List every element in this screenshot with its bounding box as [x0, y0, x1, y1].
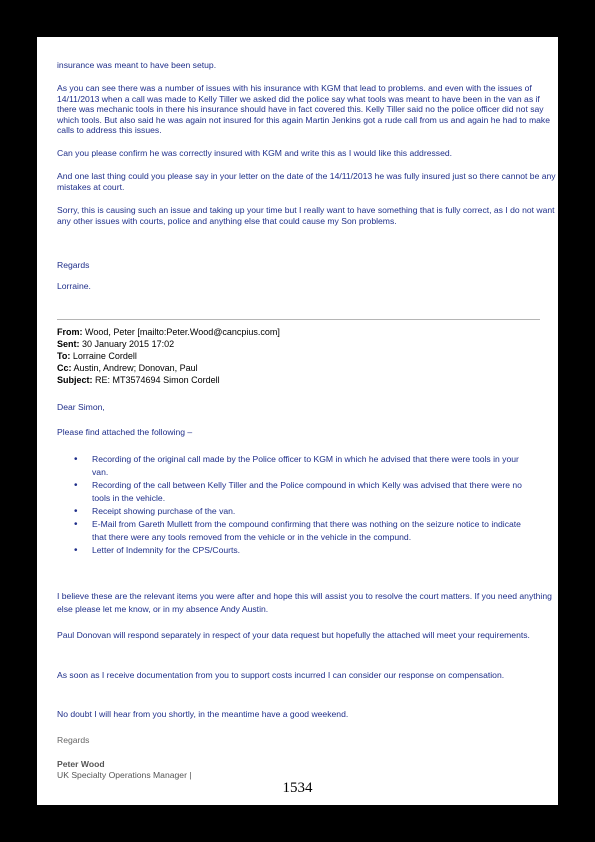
- sent-value: 30 January 2015 17:02: [82, 339, 175, 349]
- signature-title: UK Specialty Operations Manager |: [57, 770, 192, 780]
- upper-paragraph-2: Can you please confirm he was correctly insured with KGM and write this as I would like this addressed.: [57, 148, 453, 158]
- attachment-list: [57, 453, 557, 557]
- to-label: To:: [57, 351, 71, 361]
- bullet-icon: •: [74, 545, 78, 556]
- email-sent: [57, 339, 557, 350]
- sent-label: Sent:: [57, 339, 80, 349]
- cc-label: Cc:: [57, 363, 72, 373]
- upper-paragraph-4: Sorry, this is causing such an issue and taking up your time but I really want to have something that is fully correct, as I do not want any other issues with courts, police and anything else that could cause my Son problems.: [57, 205, 555, 226]
- from-label: From:: [57, 327, 83, 337]
- bullet-icon: •: [74, 506, 78, 517]
- upper-paragraph-1: As you can see there was a number of issues with his insurance with KGM that lead to problems. and even with the issues of 14/11/2013 when a call was made to Kelly Tiller we asked did the police say what tools was meant to have been in the van as if there was mechanic tools in there his insurance should have in fact covered this. Kelly Tiller said no the police officer did not say which tools. But also said he was again not insured for this again Martin Jenkins got a rude call from us and again he had to make calls to address this issues.: [57, 83, 550, 136]
- email-subject: [57, 375, 557, 386]
- upper-regards: Regards: [57, 260, 90, 270]
- page-number: 1534: [282, 780, 313, 796]
- bullet-icon: •: [74, 519, 78, 530]
- bullet-icon: •: [74, 480, 78, 491]
- signature-name: Peter Wood: [57, 759, 105, 769]
- cc-value: Austin, Andrew; Donovan, Paul: [73, 363, 198, 373]
- divider: [57, 319, 540, 320]
- list-item: • E-Mail from Gareth Mullett from the compound confirming that there was nothing on the seizure notice to indicate that there were any tools removed from the vehicle or in the vehicle in the compund.: [74, 519, 521, 542]
- upper-paragraph-3: And one last thing could you please say in your letter on the date of the 14/11/2013 he was fully insured just so there cannot be any mistakes at court.: [57, 171, 556, 192]
- lower-paragraph-1: I believe these are the relevant items you were after and hope this will assist you to resolve the court matters. If you need anything else please let me know, or in my absence Andy Austin.: [57, 591, 552, 614]
- email-cc: [57, 363, 557, 374]
- to-value: Lorraine Cordell: [72, 351, 137, 361]
- intro: Please find attached the following –: [57, 427, 193, 437]
- upper-line: insurance was meant to have been setup.: [57, 60, 217, 70]
- from-value: Wood, Peter [mailto:Peter.Wood@cancpius.com]: [85, 327, 280, 337]
- upper-signature: Lorraine.: [57, 281, 91, 291]
- email-to: [57, 351, 557, 362]
- lower-paragraph-3: As soon as I receive documentation from you to support costs incurred I can consider our response on compensation.: [57, 670, 505, 680]
- list-item: • Recording of the original call made by the Police officer to KGM in which he advised that there were tools in your van.: [74, 454, 519, 477]
- bullet-icon: •: [74, 454, 78, 465]
- lower-paragraph-2: Paul Donovan will respond separately in respect of your data request but hopefully the attached will meet your requirements.: [57, 630, 530, 640]
- list-item: • Letter of Indemnity for the CPS/Courts.: [74, 545, 241, 556]
- list-item: • Receipt showing purchase of the van.: [74, 506, 236, 517]
- document-page: [37, 37, 558, 805]
- list-item: • Recording of the call between Kelly Tiller and the Police compound in which Kelly was advised that there were no tools in the vehicle.: [74, 480, 522, 503]
- greeting: Dear Simon,: [57, 402, 105, 412]
- subject-value: RE: MT3574694 Simon Cordell: [95, 375, 220, 385]
- lower-paragraph-4: No doubt I will hear from you shortly, in the meantime have a good weekend.: [57, 709, 349, 719]
- lower-regards: Regards: [57, 735, 90, 745]
- email-from: [57, 327, 557, 338]
- subject-label: Subject:: [57, 375, 93, 385]
